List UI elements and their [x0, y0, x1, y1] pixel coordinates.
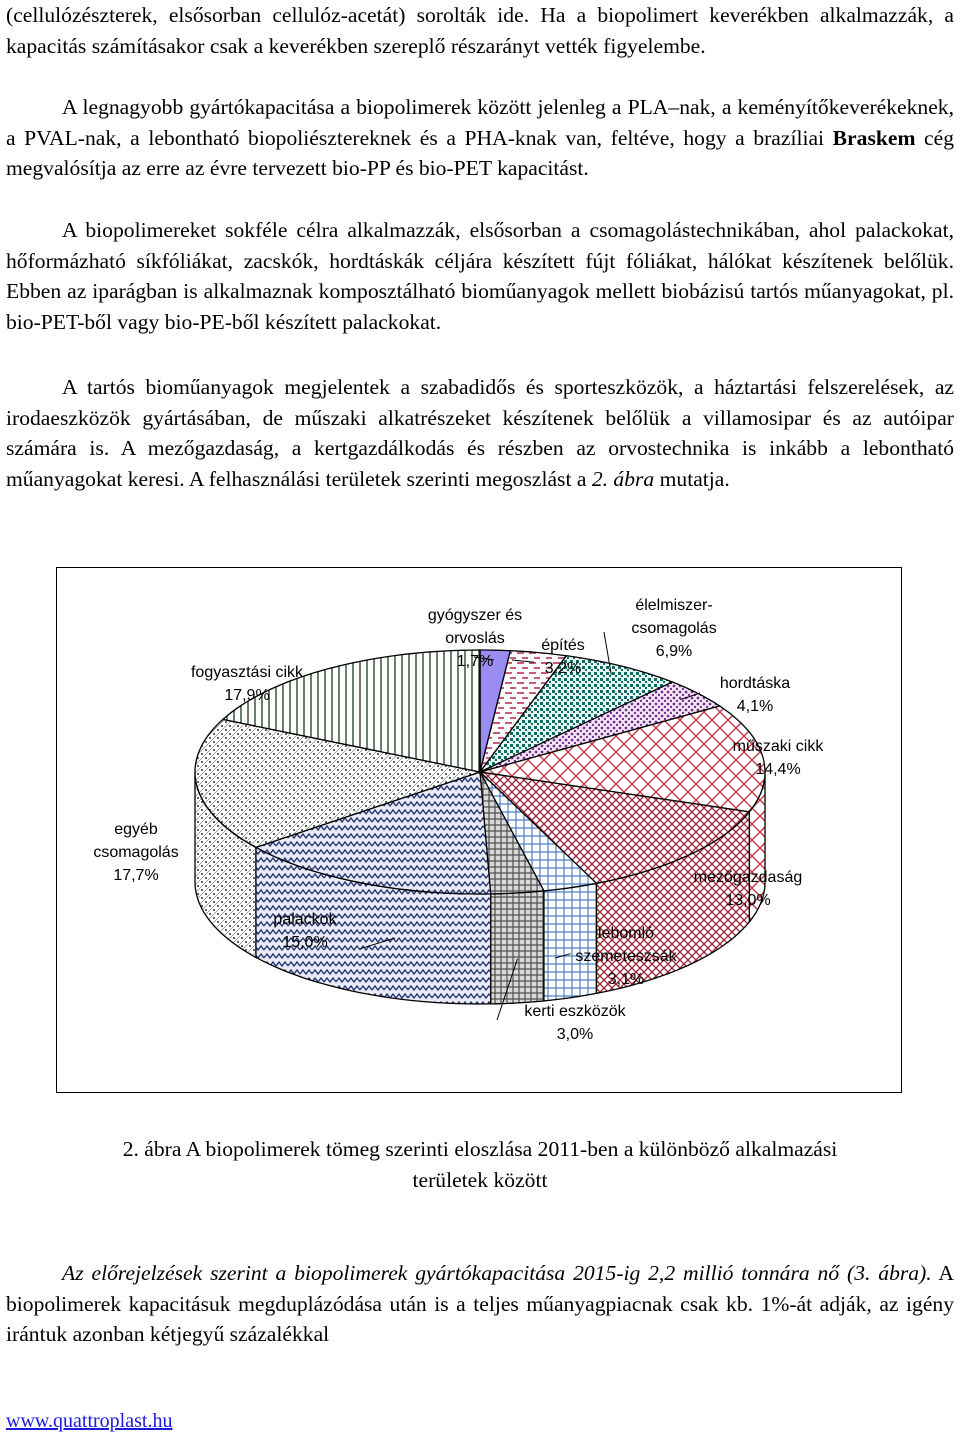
paragraph-1: (cellulózészterek, elsősorban cellulóz-acetát) sorolták ide. Ha a biopolimert keverékben alkalmazzák, a kapacitás számításakor csak a keverékben szereplő részarányt vették figyelembe.	[6, 3, 954, 58]
label-gyogyszer: gyógyszer és orvoslás 1,7%	[427, 607, 523, 670]
paragraph-3: A biopolimereket sokféle célra alkalmazzák, elsősorban a csomagolástechnikában, ahol palackokat, hőformázható síkfóliákat, zacskók, hordtáskák céljára készített fújt fóliákat, hálókat készítenek belőlük. Ebben az iparágban is alkalmaznak komposztálható bioműanyagok mellett biobázisú tartós műanyagokat, pl. bio-PET-ből vagy bio-PE-ből készített palackokat.	[6, 218, 954, 335]
figure-reference: 2. ábra	[591, 467, 655, 492]
label-hordtaska: hordtáska 4,1%	[719, 675, 791, 715]
pie-side-7	[491, 891, 544, 1004]
paragraph-5: Az előrejelzések szerint a biopolimerek gyártókapacitása 2015-ig 2,2 millió tonnára nő (3. ábra). A biopolimerek kapacitásuk megduplázódása után is a teljes műanyagpiacnak csak kb. 1%-át adják, az igény irántuk azonban kétjegyű százalékkal	[6, 1261, 954, 1347]
label-fogyasztasi: fogyasztási cikk 17,9%	[190, 664, 304, 704]
label-muszaki: műszaki cikk 14,4%	[732, 738, 824, 778]
paragraph-4: A tartós bioműanyagok megjelentek a szabadidős és sporteszközök, a háztartási felszerelések, az irodaeszközök gyártásában, de műszaki alkatrészeket készítenek belőlük a villamosipar és az autóipar számára is. A mezőgazdaság, a kertgazdálkodás és részben az orvostechnika is inkább a lebontható műanyagokat keresi. A felhasználási területek szerinti megoszlást a 2. ábra mutatja.	[6, 375, 954, 492]
figure-caption: 2. ábra A biopolimerek tömeg szerinti eloszlása 2011-ben a különböző alkalmazási területek között	[122, 1137, 838, 1192]
label-kerti: kerti eszközök 3,0%	[524, 1003, 626, 1043]
label-elelmiszer: élelmiszer- csomagolás 6,9%	[631, 597, 717, 660]
label-palackok: palackok 15,0%	[273, 911, 337, 951]
label-egyeb: egyéb csomagolás 17,7%	[93, 821, 179, 884]
label-epites: építés 3,2%	[541, 637, 585, 677]
label-mezogazdasag: mezőgazdaság 13,0%	[693, 869, 803, 909]
paragraph-2: A legnagyobb gyártókapacitása a biopolimerek között jelenleg a PLA–nak, a keményítőkeverékeknek, a PVAL-nak, a lebontható biopoliésztereknek és a PHA-knak van, feltéve, hogy a brazíliai Braskem cég megvalósítja az erre az évre tervezett bio-PP és bio-PET kapacitást.	[6, 95, 954, 181]
footer-website-link[interactable]: www.quattroplast.hu	[6, 1410, 173, 1432]
braskem-bold: Braskem	[832, 125, 916, 150]
label-lebomlo: lebomló szemeteszsák 3,1%	[575, 925, 677, 988]
